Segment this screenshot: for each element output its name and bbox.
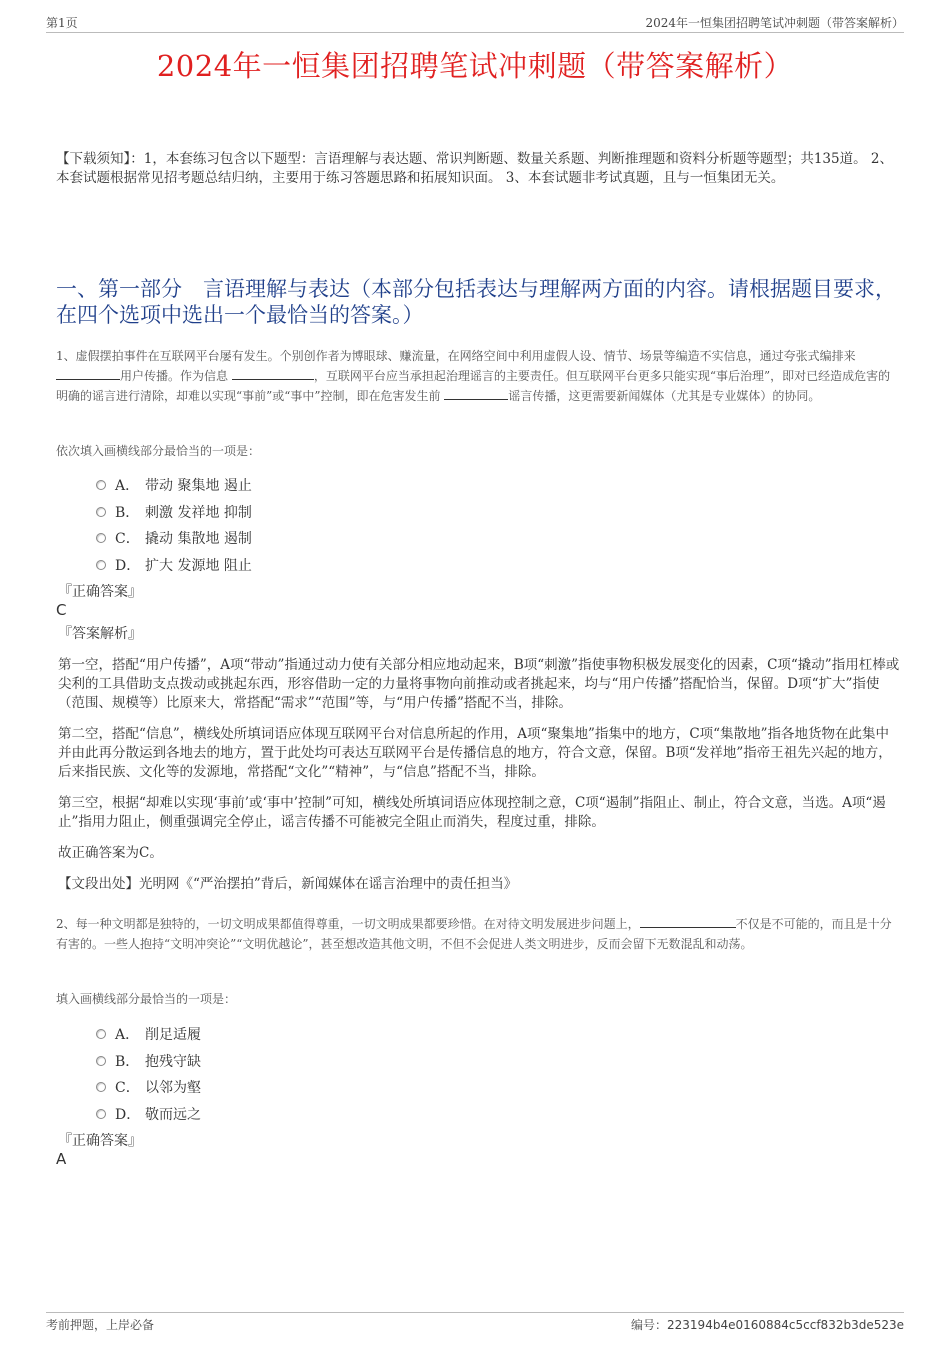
radio-button-icon[interactable] bbox=[96, 1082, 106, 1092]
analysis-paragraph: 第一空，搭配“用户传播”，A项“带动”指通过动力使有关部分相应地动起来，B项“刺激”指使事物积极发展变化的因素，C项“撬动”指用杠棒或尖利的工具借助支点拨动或挑起东西，形容借助一定的力量将事物向前推动或者挑起来，均与“用户传播”搭配恰当，保留。D项“扩大”指使（范围、规模等）比原来大，常搭配“需求”“范围”等，与“用户传播”搭配不当，排除。 bbox=[58, 657, 900, 711]
analysis-paragraph: 故正确答案为C。 bbox=[58, 845, 163, 861]
option-a[interactable]: A． 削足适履 bbox=[96, 1021, 201, 1048]
page-footer bbox=[46, 1312, 904, 1335]
option-d[interactable]: D． 敬而远之 bbox=[96, 1101, 201, 1128]
option-b[interactable]: B． 抱残守缺 bbox=[96, 1048, 201, 1075]
question-2-prompt: 填入画横线部分最恰当的一项是： bbox=[56, 992, 237, 1006]
radio-button-icon[interactable] bbox=[96, 507, 106, 517]
page-header bbox=[46, 12, 904, 33]
radio-button-icon[interactable] bbox=[96, 480, 106, 490]
answer-label: 『正确答案』 bbox=[58, 584, 142, 600]
answer-analysis bbox=[58, 656, 902, 906]
answer-value: C bbox=[56, 601, 67, 619]
header-doc-title: 2024年一恒集团招聘笔试冲刺题（带答案解析） bbox=[645, 16, 904, 30]
radio-button-icon[interactable] bbox=[96, 560, 106, 570]
question-1-prompt: 依次填入画横线部分最恰当的一项是： bbox=[56, 444, 261, 458]
document-code: 编号：223194b4e0160884c5ccf832b3de523e bbox=[631, 1318, 904, 1332]
blank-1 bbox=[56, 366, 120, 380]
answer-value: A bbox=[56, 1150, 67, 1168]
page-number: 第1页 bbox=[46, 16, 78, 30]
question-2-text: 2、每一种文明都是独特的，一切文明成果都值得尊重，一切文明成果都要珍惜。在对待文明发展进步问题上， 不仅是不可能的，而且是十分有害的。一些人抱持“文明冲突论”“文明优越论”，甚至想改造其他文明，不但不会促进人类文明进步，反而会留下无数混乱和动荡。 bbox=[56, 914, 902, 954]
option-c[interactable]: C． 以邻为壑 bbox=[96, 1074, 201, 1101]
question-1-text: 1、虚假摆拍事件在互联网平台屡有发生。个别创作者为博眼球、赚流量，在网络空间中利用虚假人设、情节、场景等编造不实信息，通过夸张式编排来 用户传播。作为信息 ，互联网平台应当承担起治理谣言的主要责任。但互联网平台更多只能实现“事后治理”，即对已经造成危害的明确的谣言进行清除，却难以实现“事前”或“事中”控制，即在危害发生前 谣言传播，这更需要新闻媒体（尤其是专业媒体）的协同。 bbox=[56, 349, 891, 403]
download-notice: 【下载须知】：1，本套练习包含以下题型：言语理解与表达题、常识判断题、数量关系题、判断推理题和资料分析题等题型；共135道。 2、本套试题根据常见招考题总结归纳，主要用于练习答题思路和拓展知识面。 3、本套试题非考试真题，且与一恒集团无关。 bbox=[56, 151, 893, 186]
option-b[interactable]: B． 刺激 发祥地 抑制 bbox=[96, 499, 252, 526]
blank-3 bbox=[444, 386, 508, 400]
radio-button-icon[interactable] bbox=[96, 1109, 106, 1119]
radio-button-icon[interactable] bbox=[96, 1029, 106, 1039]
source-citation: 【文段出处】光明网《“严治摆拍”背后，新闻媒体在谣言治理中的责任担当》 bbox=[58, 876, 518, 892]
option-c[interactable]: C． 撬动 集散地 遏制 bbox=[96, 525, 252, 552]
blank-2 bbox=[232, 366, 314, 380]
blank-1 bbox=[640, 914, 736, 928]
analysis-paragraph: 第二空，搭配“信息”，横线处所填词语应体现互联网平台对信息所起的作用，A项“聚集地”指集中的地方，C项“集散地”指各地货物在此集中并由此再分散运到各地去的地方，置于此处均可表达互联网平台是传播信息的地方，符合文意，保留。B项“发祥地”指帝王祖先兴起的地方，后来指民族、文化等的发源地，常搭配“文化”“精神”，与“信息”搭配不当，排除。 bbox=[58, 726, 892, 780]
analysis-label: 『答案解析』 bbox=[58, 626, 142, 642]
analysis-paragraph: 第三空，根据“却难以实现‘事前’或‘事中’控制”可知，横线处所填词语应体现控制之意，C项“遏制”指阻止、制止，符合文意，当选。A项“遏止”指用力阻止，侧重强调完全停止，谣言传播不可能被完全阻止而消失，程度过重，排除。 bbox=[58, 795, 886, 830]
radio-button-icon[interactable] bbox=[96, 533, 106, 543]
option-a[interactable]: A． 带动 聚集地 遏止 bbox=[96, 472, 252, 499]
question-2-options bbox=[96, 1021, 201, 1127]
document-title: 2024年一恒集团招聘笔试冲刺题（带答案解析） bbox=[156, 49, 794, 83]
footer-slogan: 考前押题，上岸必备 bbox=[46, 1318, 155, 1332]
answer-label: 『正确答案』 bbox=[58, 1133, 142, 1149]
option-d[interactable]: D． 扩大 发源地 阻止 bbox=[96, 552, 252, 579]
question-1-options bbox=[96, 472, 252, 578]
radio-button-icon[interactable] bbox=[96, 1056, 106, 1066]
section-title: 一、第一部分 言语理解与表达（本部分包括表达与理解两方面的内容。请根据题目要求，在四个选项中选出一个最恰当的答案。） bbox=[56, 277, 896, 327]
